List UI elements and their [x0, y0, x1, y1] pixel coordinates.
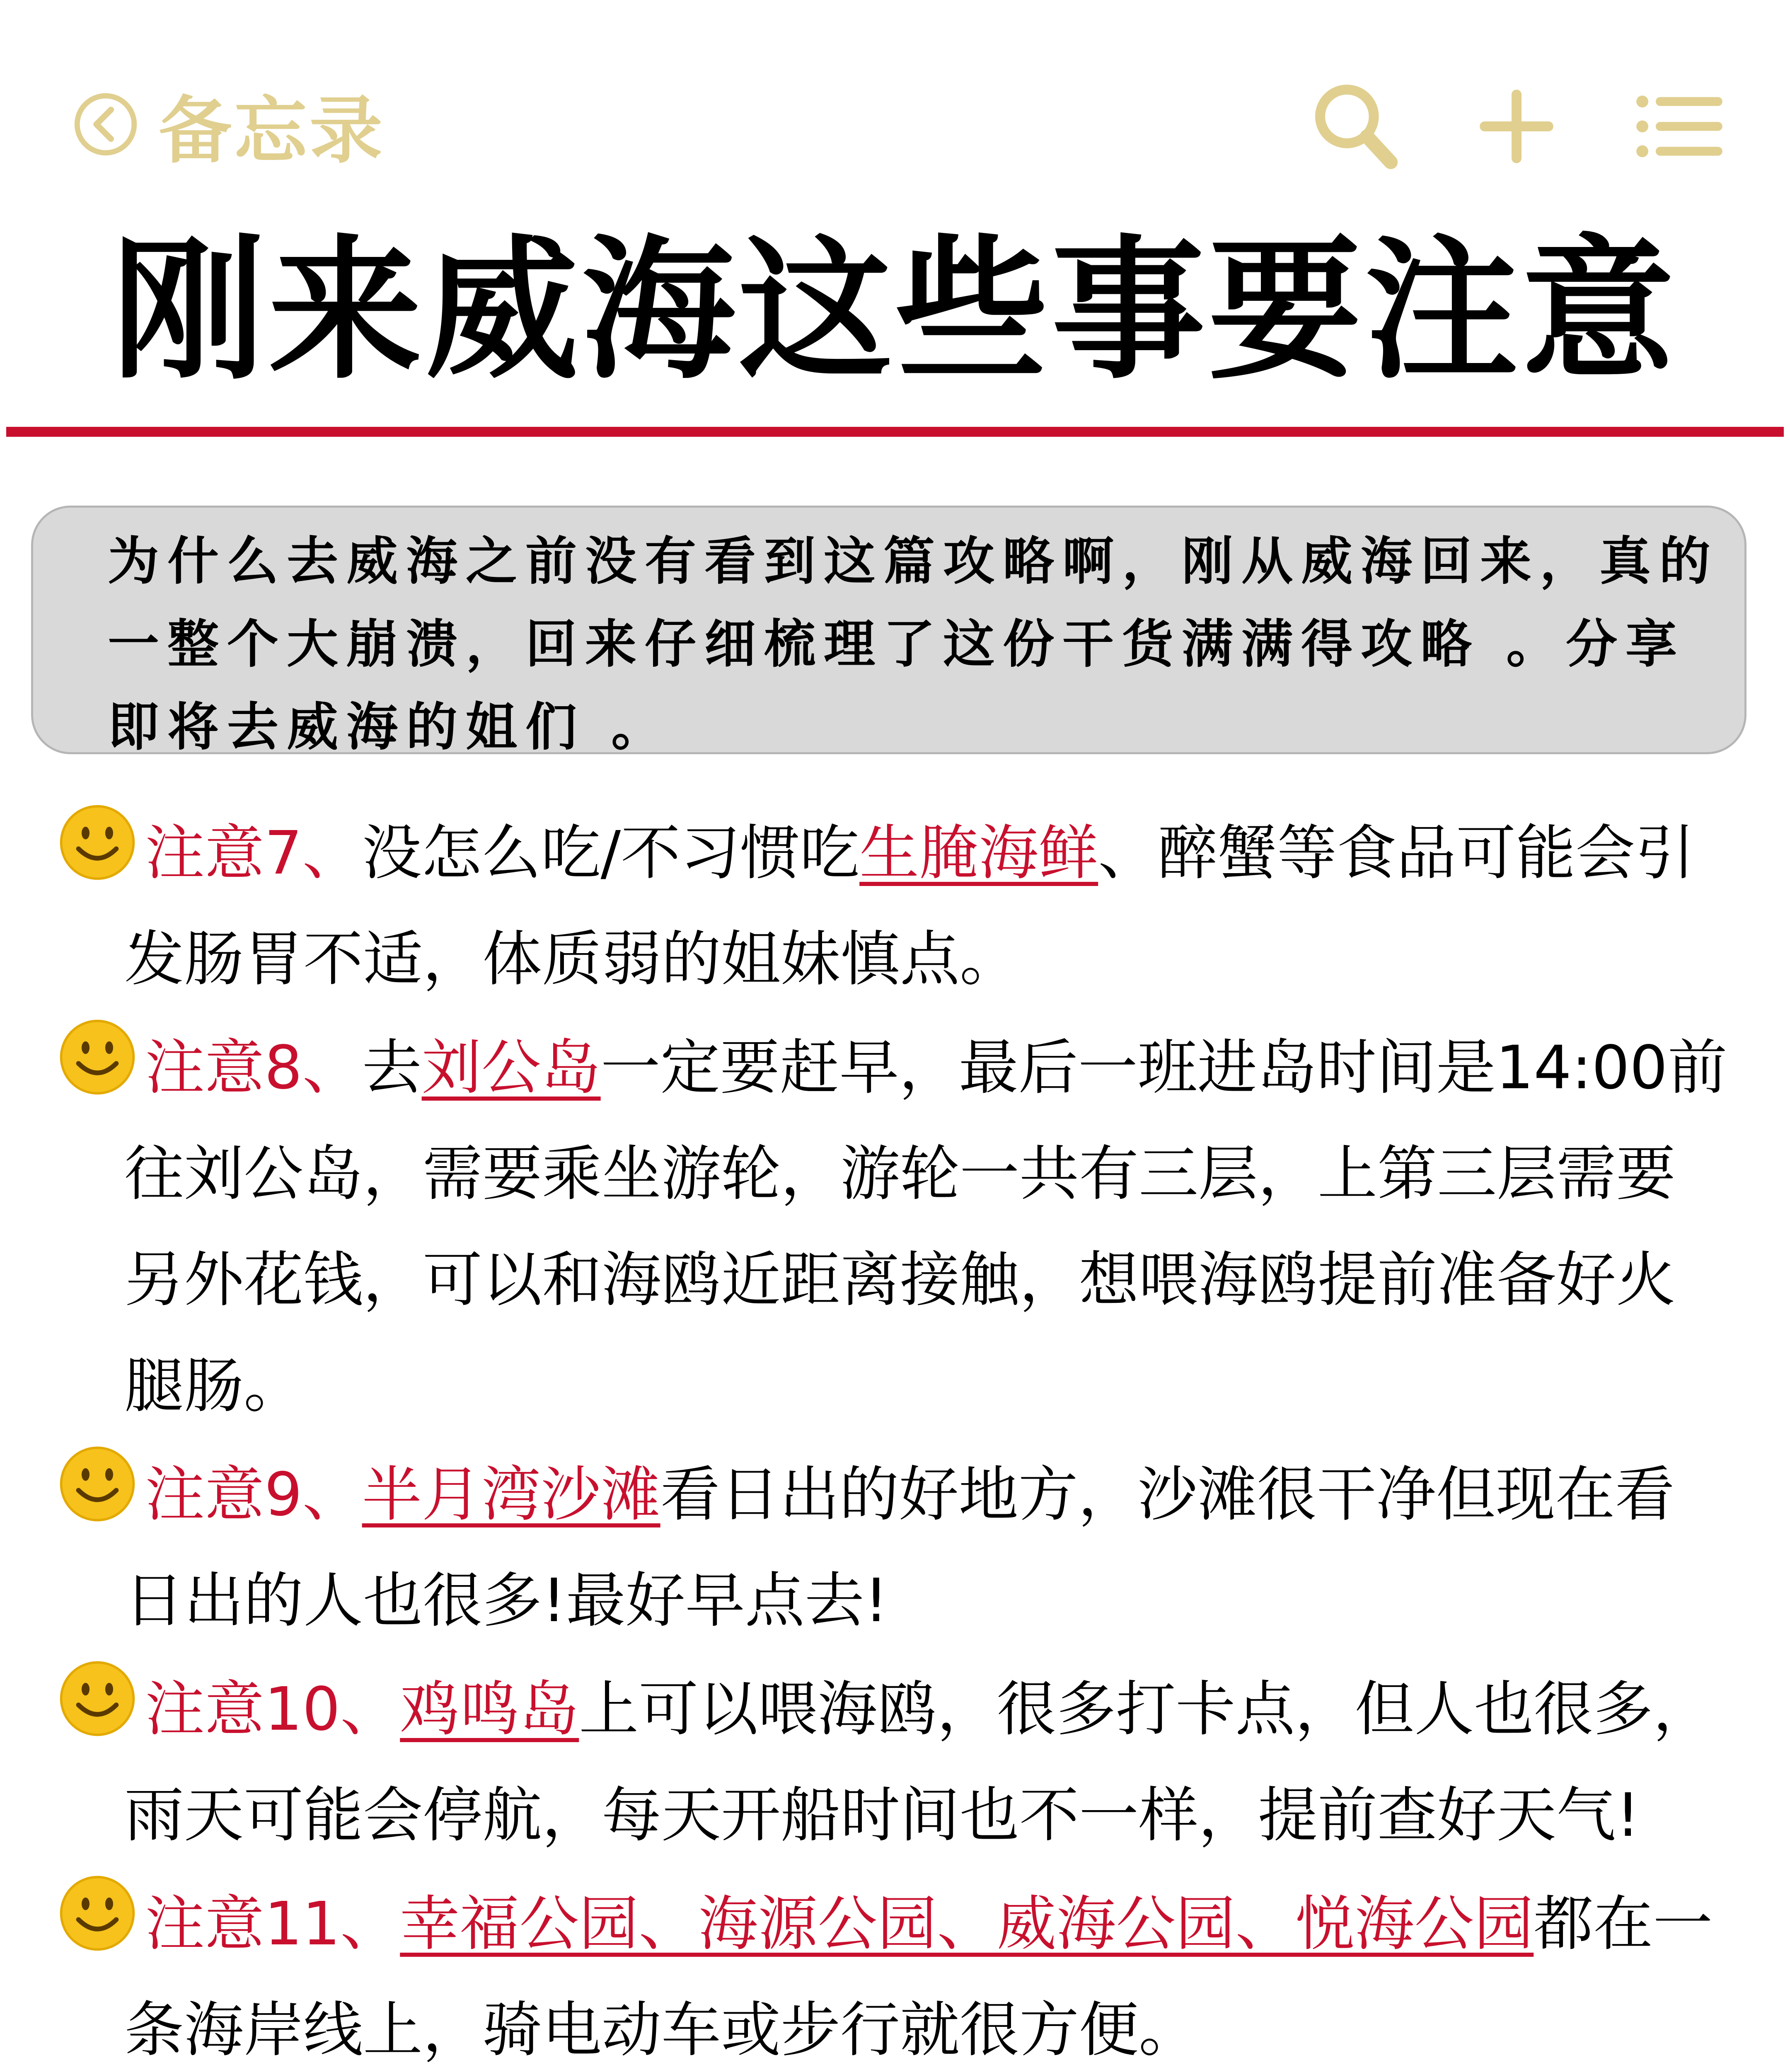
- smiley-emoji-icon: [58, 1445, 137, 1523]
- smiley-emoji-icon: [58, 803, 137, 882]
- note-text: 看日出的好地方，沙滩很干净但现在看日出的人也很多!最好早点去!: [124, 1460, 1675, 1635]
- intro-text: 为什么去威海之前没有看到这篇攻略啊，刚从威海回来，真的一整个大崩溃，回来仔细梳理了这份干货满满得攻略 。分享即将去威海的姐们 。: [108, 532, 1719, 757]
- notes-list: [29, 800, 1728, 2072]
- back-label: 备忘录: [159, 88, 385, 173]
- note-label: 注意11、: [145, 1889, 400, 1958]
- smiley-emoji-icon: [58, 1659, 137, 1738]
- add-button[interactable]: [1467, 77, 1566, 176]
- note-link[interactable]: 鸡鸣岛: [400, 1674, 579, 1744]
- smiley-emoji-icon: [58, 1018, 137, 1097]
- note-label: 注意10、: [145, 1674, 400, 1744]
- menu-button[interactable]: [1628, 77, 1728, 176]
- note-item: [29, 1441, 1728, 1653]
- note-item: [29, 1014, 1728, 1439]
- smiley-emoji-icon: [58, 1874, 137, 1953]
- page-title: 刚来威海这些事要注意: [112, 222, 1678, 400]
- note-label: 注意8、: [145, 1033, 362, 1102]
- note-item: [29, 1656, 1728, 1868]
- note-label: 注意7、: [145, 818, 362, 888]
- top-nav: [0, 0, 1790, 232]
- note-label: 注意9、: [145, 1460, 362, 1529]
- intro-box: [31, 506, 1746, 757]
- note-text: 一定要赶早，最后一班进岛时间是14:00前往刘公岛，需要乘坐游轮，游轮一共有三层，上第三层需要另外花钱，可以和海鸥近距离接触，想喂海鸥提前准备好火腿肠。: [124, 1033, 1727, 1421]
- note-link[interactable]: 生腌海鲜: [859, 818, 1098, 888]
- note-text: 没怎么吃/不习惯吃: [362, 818, 860, 888]
- note-text: 上可以喂海鸥，很多打卡点，但人也很多，雨天可能会停航，每天开船时间也不一样，提前查好天气!: [124, 1674, 1713, 1850]
- search-button[interactable]: [1305, 77, 1405, 176]
- note-link[interactable]: 半月湾沙滩: [362, 1460, 660, 1529]
- note-link[interactable]: 幸福公园、海源公园、威海公园、悦海公园: [400, 1889, 1534, 1958]
- search-icon: [1305, 77, 1405, 176]
- note-text: 都在一条海岸线上，骑电动车或步行就很方便。: [124, 1889, 1713, 2065]
- note-item: [29, 1871, 1728, 2072]
- note-text: 去: [362, 1033, 422, 1102]
- list-menu-icon: [1628, 77, 1728, 176]
- plus-icon: [1467, 77, 1566, 176]
- note-item: [29, 800, 1728, 1012]
- note-text: 、醉蟹等食品可能会引发肠胃不适，体质弱的姐妹慎点。: [124, 818, 1695, 994]
- note-link[interactable]: 刘公岛: [421, 1033, 601, 1102]
- chevron-left-circle-icon: [73, 91, 139, 157]
- title-divider: [6, 427, 1784, 437]
- back-button[interactable]: [73, 77, 385, 172]
